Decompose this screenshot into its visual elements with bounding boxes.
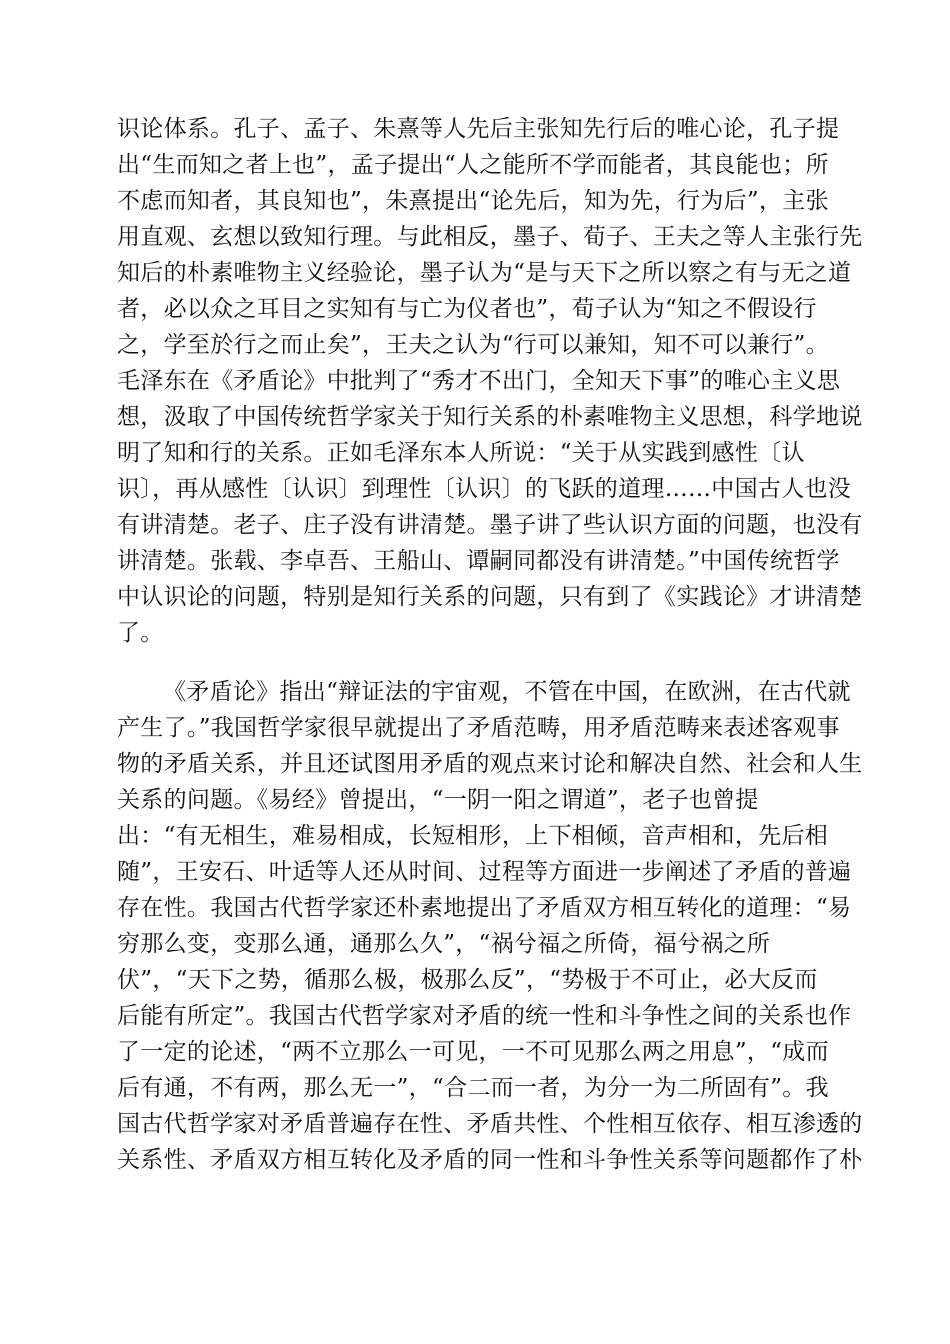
text-line: 出：“有无相生，难易相成，长短相形，上下相倾，音声相和，先后相: [117, 823, 829, 849]
text-line: 随”，王安石、叶适等人还从时间、过程等方面进一步阐述了矛盾的普遍: [117, 859, 852, 885]
text-line: 伏”，“天下之势，循那么极，极那么反”，“势极于不可止，必大反而: [117, 967, 818, 993]
text-line: 了一定的论述，“两不立那么一可见，一不可见那么两之用息”，“成而: [117, 1039, 829, 1065]
text-line: 穷那么变，变那么通，通那么久”，“祸兮福之所倚，福兮祸之所: [117, 931, 771, 957]
text-line: 想，汲取了中国传统哲学家关于知行关系的朴素唯物主义思想，科学地说: [117, 404, 863, 430]
text-line: 后能有所定”。我国古代哲学家对矛盾的统一性和斗争性之间的关系也作: [117, 1003, 852, 1029]
text-line: 用直观、玄想以致知行理。与此相反，墨子、荀子、王夫之等人主张行先: [117, 224, 863, 250]
text-line: 国古代哲学家对矛盾普遍存在性、矛盾共性、个性相互依存、相互渗透的: [117, 1111, 863, 1137]
text-line: 中认识论的问题，特别是知行关系的问题，只有到了《实践论》才讲清楚: [117, 584, 863, 610]
text-line: 有讲清楚。老子、庄子没有讲清楚。墨子讲了些认识方面的问题，也没有: [117, 512, 863, 538]
text-line: 物的矛盾关系，并且还试图用矛盾的观点来讨论和解决自然、社会和人生: [117, 751, 863, 777]
text-line: 之，学至於行之而止矣”，王夫之认为“行可以兼知，知不可以兼行”。: [117, 332, 829, 358]
text-line: 者，必以众之耳目之实知有与亡为仪者也”，荀子认为“知之不假设行: [117, 296, 817, 322]
text-line: 存在性。我国古代哲学家还朴素地提出了矛盾双方相互转化的道理：“易: [117, 895, 852, 921]
text-line: 识〕，再从感性〔认识〕到理性〔认识〕的飞跃的道理……中国古人也没: [117, 476, 852, 502]
text-line: 《矛盾论》指出“辩证法的宇宙观，不管在中国，在欧洲，在古代就: [163, 679, 851, 705]
text-line: 毛泽东在《矛盾论》中批判了“秀才不出门，全知天下事”的唯心主义思: [117, 368, 841, 394]
text-line: 产生了。”我国哲学家很早就提出了矛盾范畴，用矛盾范畴来表述客观事: [117, 715, 840, 741]
text-line: 关系性、矛盾双方相互转化及矛盾的同一性和斗争性关系等问题都作了朴: [117, 1147, 863, 1173]
text-line: 不虑而知者，其良知也”，朱熹提出“论先后，知为先，行为后”，主张: [117, 188, 829, 214]
text-line: 关系的问题。《易经》曾提出，“一阴一阳之谓道”，老子也曾提: [117, 787, 759, 813]
text-line: 了。: [117, 620, 164, 646]
text-line: 明了知和行的关系。正如毛泽东本人所说：“关于从实践到感性〔认: [117, 440, 805, 466]
text-line: 知后的朴素唯物主义经验论，墨子认为“是与天下之所以察之有与无之道: [117, 260, 852, 286]
text-line: 识论体系。孔子、孟子、朱熹等人先后主张知先行后的唯心论，孔子提: [117, 116, 840, 142]
text-line: 讲清楚。张载、李卓吾、王船山、谭嗣同都没有讲清楚。”中国传统哲学: [117, 548, 840, 574]
text-line: 出“生而知之者上也”，孟子提出“人之能所不学而能者，其良能也；所: [117, 152, 829, 178]
text-line: 后有通，不有两，那么无一”，“合二而一者，为分一为二所固有”。我: [117, 1075, 829, 1101]
